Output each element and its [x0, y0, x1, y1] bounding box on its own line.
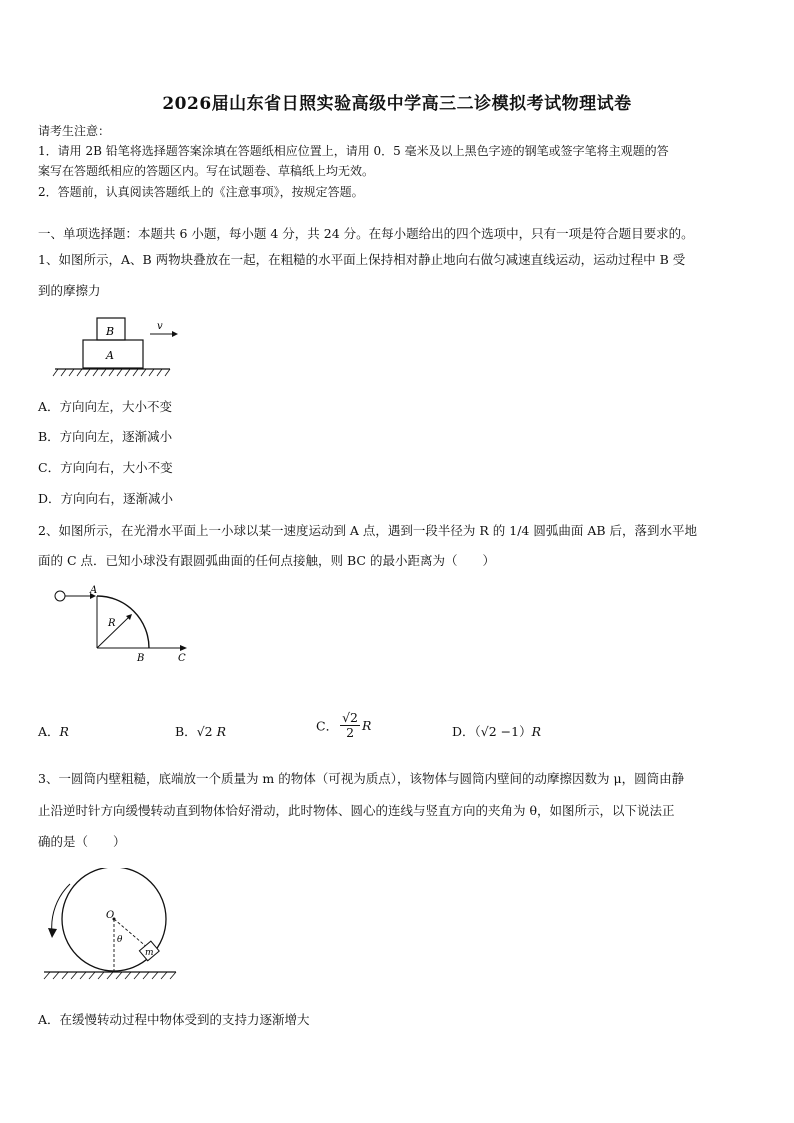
notice-item-2: 2．答题前，认真阅读答题纸上的《注意事项》，按规定答题。 [38, 185, 364, 199]
question-3-option-a: A．在缓慢转动过程中物体受到的支持力逐渐增大 [38, 1012, 310, 1027]
question-2-option-a [38, 722, 69, 740]
label-o: O [106, 910, 115, 921]
notice-item-1-line-1: 1．请用 2B 铅笔将选择题答案涂填在答题纸相应位置上，请用 0．5 毫米及以上黑色字迹的钢笔或签字笔将主观题的答 [38, 144, 669, 158]
option-d-sqrt: √2 [480, 724, 497, 739]
label-r: R [108, 618, 116, 629]
section-heading: 一、单项选择题：本题共 6 小题，每小题 4 分，共 24 分。在每小题给出的四个选项中，只有一项是符合题目要求的。 [38, 226, 694, 241]
question-1-option-b: B．方向向左，逐渐减小 [38, 429, 173, 444]
option-b-sqrt: √2 [196, 724, 213, 739]
option-d-r: R [531, 724, 542, 739]
question-1-line-1: 1、如图所示，A、B 两物块叠放在一起，在粗糙的水平面上保持相对静止地向右做匀减速直线运动，运动过程中 B 受 [38, 252, 686, 267]
question-2-option-c [316, 711, 371, 740]
option-c-r: R [362, 718, 372, 733]
label-theta: θ [117, 935, 123, 945]
option-a-value: R [59, 724, 69, 739]
question-3-line-1: 3、一圆筒内壁粗糙，底端放一个质量为 m 的物体（可视为质点），该物体与圆筒内壁间的动摩擦因数为 μ，圆筒由静 [38, 771, 685, 786]
rotation-arrowhead [48, 928, 57, 938]
question-1-figure [50, 312, 190, 384]
label-m: m [145, 948, 154, 958]
question-3-line-2: 止沿逆时针方向缓慢转动直到物体恰好滑动，此时物体、圆心的连线与竖直方向的夹角为 θ，如图所示，以下说法正 [38, 803, 675, 818]
question-2-option-b [175, 722, 226, 740]
question-1-option-a: A．方向向左，大小不变 [38, 399, 173, 414]
question-1-option-c: C．方向向右，大小不变 [38, 460, 173, 475]
question-2-line-1: 2、如图所示，在光滑水平面上一小球以某一速度运动到 A 点，遇到一段半径为 R 的 1/4 圆弧曲面 AB 后，落到水平地 [38, 523, 698, 538]
option-c-numerator: √2 [342, 710, 358, 725]
question-2-line-2: 面的 C 点．已知小球没有跟圆弧曲面的任何点接触，则 BC 的最小距离为（ ） [38, 553, 495, 568]
ground-arrowhead [180, 645, 187, 651]
option-d-rest: −1） [496, 724, 532, 739]
velocity-arrowhead [172, 331, 178, 337]
option-c-fraction [340, 711, 360, 740]
label-c: C [178, 653, 186, 664]
option-d-letter: D．（ [452, 724, 481, 739]
question-3-figure [40, 868, 190, 990]
label-a: A [106, 349, 114, 362]
rotation-arc [52, 884, 70, 933]
question-2-figure [50, 584, 200, 666]
label-b: B [137, 653, 145, 664]
notice-heading: 请考生注意： [38, 124, 111, 138]
page-title: 2026届山东省日照实验高级中学高三二诊模拟考试物理试卷 [162, 94, 632, 114]
notice-item-1-line-2: 案写在答题纸相应的答题区内。写在试题卷、草稿纸上均无效。 [38, 164, 375, 178]
option-a-letter: A． [38, 724, 60, 739]
option-c-denominator: 2 [346, 725, 355, 740]
ground-hatch [44, 972, 176, 979]
label-a: A [90, 585, 98, 596]
option-b-letter: B． [175, 724, 197, 739]
question-3-line-3: 确的是（ ） [38, 834, 126, 849]
option-c-letter: C． [316, 718, 339, 734]
label-b: B [106, 325, 115, 338]
question-2-option-d [452, 722, 541, 740]
option-b-r: R [216, 724, 227, 739]
question-1-line-2: 到的摩擦力 [38, 283, 101, 298]
ball [55, 591, 65, 601]
question-1-option-d: D．方向向右，逐渐减小 [38, 491, 174, 506]
ground-hatch [53, 369, 170, 376]
label-v: v [157, 321, 163, 332]
